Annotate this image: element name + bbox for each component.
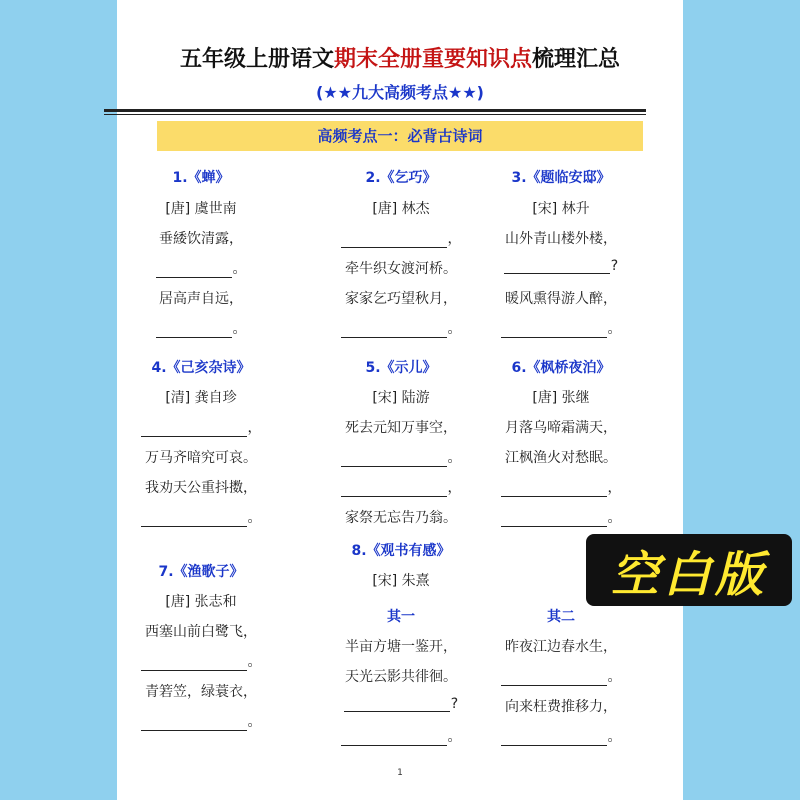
poem-title: 3.《题临安邸》 xyxy=(511,170,611,186)
poem-title: 4.《己亥杂诗》 xyxy=(151,360,251,376)
section-banner: 高频考点一：必背古诗词 xyxy=(157,121,643,151)
poem-line: 死去元知万事空， xyxy=(345,420,457,436)
blank-punctuation: 。 xyxy=(447,321,462,337)
blank-punctuation: 。 xyxy=(447,729,462,745)
fill-in-blank[interactable] xyxy=(141,511,247,527)
title-part3: 梳理汇总 xyxy=(532,46,621,72)
fill-in-blank[interactable] xyxy=(341,451,447,467)
fill-in-blank[interactable] xyxy=(141,655,247,671)
poem-line: 天光云影共徘徊。 xyxy=(345,669,457,685)
title-part1: 五年级上册语文 xyxy=(179,46,334,72)
blank-punctuation: 。 xyxy=(607,321,622,337)
poem-line: 万马齐喑究可哀。 xyxy=(145,450,257,466)
poem-line: 半亩方塘一鉴开， xyxy=(345,639,457,655)
poem-title: 6.《枫桥夜泊》 xyxy=(511,360,611,376)
poem-blank-line xyxy=(486,666,636,686)
poem-line: 我劝天公重抖擞， xyxy=(145,480,257,496)
poem-author: [唐] 张志和 xyxy=(165,594,237,610)
fill-in-blank[interactable] xyxy=(501,730,607,746)
fill-in-blank[interactable] xyxy=(341,232,447,248)
poem-line: 暖风熏得游人醉， xyxy=(505,291,617,307)
fill-in-blank[interactable] xyxy=(141,421,247,437)
poem-title: 7.《渔歌子》 xyxy=(158,564,244,580)
blank-punctuation: 。 xyxy=(447,450,462,466)
poem-blank-line xyxy=(326,318,476,338)
fill-in-blank[interactable] xyxy=(501,670,607,686)
poem-blank-line xyxy=(486,318,636,338)
poem-line: 家家乞巧望秋月， xyxy=(345,291,457,307)
poem-line: 居高声自远， xyxy=(159,291,243,307)
poem-blank-line xyxy=(486,507,636,527)
poem-line: 家祭无忘告乃翁。 xyxy=(345,510,457,526)
blank-punctuation: 。 xyxy=(232,261,247,277)
poem-author: [宋] 林升 xyxy=(532,201,590,217)
fill-in-blank[interactable] xyxy=(501,511,607,527)
poem-blank-line xyxy=(126,258,276,278)
poem-author: [唐] 张继 xyxy=(532,390,590,406)
fill-in-blank[interactable] xyxy=(341,322,447,338)
poem-line: 青箬笠，绿蓑衣， xyxy=(145,684,257,700)
poem-title: 1.《蝉》 xyxy=(172,170,230,186)
blank-punctuation: ? xyxy=(450,696,459,712)
blank-punctuation: 。 xyxy=(232,321,247,337)
poem-author: [宋] 陆游 xyxy=(372,390,430,406)
poem-blank-line xyxy=(126,711,276,731)
poem-line: 西塞山前白鹭飞， xyxy=(145,624,257,640)
fill-in-blank[interactable] xyxy=(341,481,447,497)
poem-blank-line xyxy=(486,477,636,497)
poem-line: 昨夜江边春水生， xyxy=(505,639,617,655)
page-number: 1 xyxy=(397,768,403,778)
blank-punctuation: ， xyxy=(447,231,462,247)
title-divider-thick xyxy=(104,109,646,112)
poem-line: 江枫渔火对愁眠。 xyxy=(505,450,617,466)
fill-in-blank[interactable] xyxy=(344,696,450,712)
title-part2-highlight: 期末全册重要知识点 xyxy=(333,46,532,72)
fill-in-blank[interactable] xyxy=(501,481,607,497)
poem-title: 5.《示儿》 xyxy=(365,360,437,376)
poem-line: 山外青山楼外楼， xyxy=(505,231,617,247)
poem-author: [清] 龚自珍 xyxy=(165,390,237,406)
poem-line: 月落乌啼霜满天， xyxy=(505,420,617,436)
poem-blank-line xyxy=(126,417,276,437)
poem-line: 垂緌饮清露， xyxy=(159,231,243,247)
fill-in-blank[interactable] xyxy=(156,322,232,338)
document-page xyxy=(117,0,683,800)
blank-punctuation: ， xyxy=(607,480,622,496)
poem-blank-line xyxy=(326,726,476,746)
poem-blank-line xyxy=(126,651,276,671)
poem-blank-line xyxy=(326,696,476,712)
poem-blank-line xyxy=(326,228,476,248)
blank-punctuation: ， xyxy=(247,420,262,436)
poem-author: [唐] 林杰 xyxy=(372,201,430,217)
part-heading: 其二 xyxy=(547,609,575,625)
blank-punctuation: ， xyxy=(447,480,462,496)
poem-blank-line xyxy=(326,447,476,467)
blank-punctuation: 。 xyxy=(247,714,262,730)
poem-line: 牵牛织女渡河桥。 xyxy=(345,261,457,277)
poem-blank-line xyxy=(486,258,636,274)
poem-title: 2.《乞巧》 xyxy=(365,170,437,186)
poem-author: [唐] 虞世南 xyxy=(165,201,237,217)
poem-blank-line xyxy=(326,477,476,497)
poem-blank-line xyxy=(126,318,276,338)
poem-blank-line xyxy=(486,726,636,746)
title-divider-thin xyxy=(104,114,646,115)
blank-punctuation: 。 xyxy=(607,510,622,526)
fill-in-blank[interactable] xyxy=(504,258,610,274)
blank-version-stamp: 空白版 xyxy=(586,534,792,606)
fill-in-blank[interactable] xyxy=(501,322,607,338)
fill-in-blank[interactable] xyxy=(141,715,247,731)
blank-punctuation: 。 xyxy=(247,510,262,526)
blank-punctuation: 。 xyxy=(247,654,262,670)
fill-in-blank[interactable] xyxy=(341,730,447,746)
part-heading: 其一 xyxy=(387,609,415,625)
blank-punctuation: 。 xyxy=(607,729,622,745)
poem-title: 8.《观书有感》 xyxy=(351,543,451,559)
blank-punctuation: ? xyxy=(610,258,619,274)
poem-author: [宋] 朱熹 xyxy=(372,573,430,589)
page-title xyxy=(117,42,683,73)
blank-punctuation: 。 xyxy=(607,669,622,685)
poem-line: 向来枉费推移力， xyxy=(505,699,617,715)
fill-in-blank[interactable] xyxy=(156,262,232,278)
poem-blank-line xyxy=(126,507,276,527)
page-subtitle: (★★九大高频考点★★) xyxy=(315,83,484,102)
